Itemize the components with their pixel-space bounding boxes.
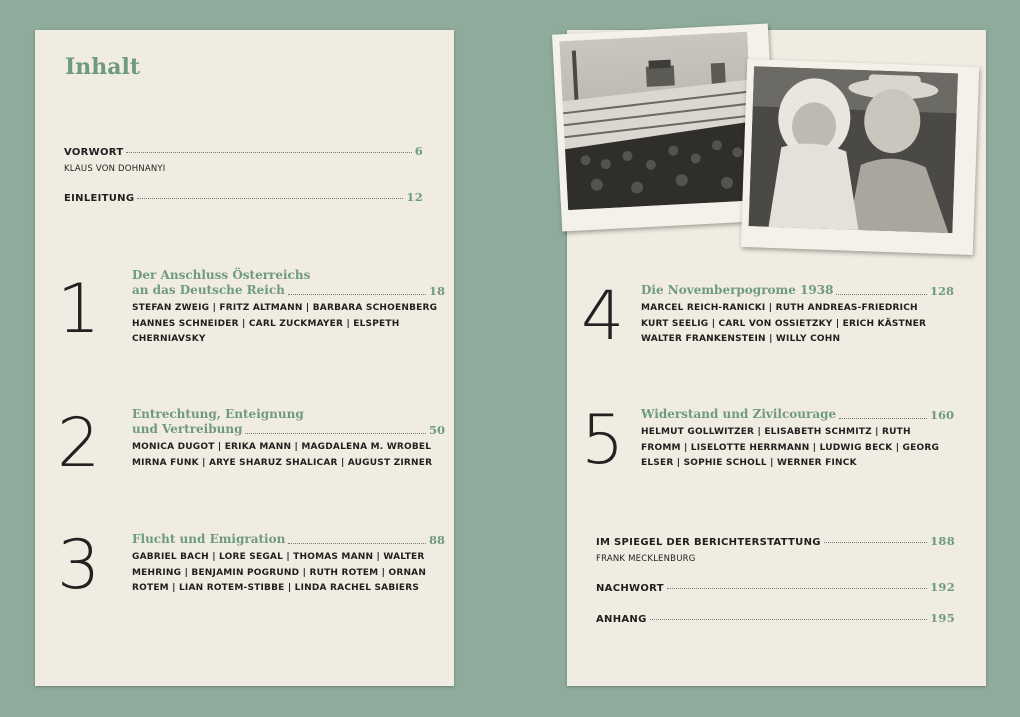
entry-author: FRANK MECKLENBURG bbox=[596, 554, 696, 564]
contributors-line: HELMUT GOLLWITZER | ELISABETH SCHMITZ | RUTH bbox=[641, 427, 911, 437]
contributors-line: CHERNIAVSKY bbox=[132, 334, 206, 344]
photo-mother-child bbox=[741, 59, 979, 255]
page-number: 128 bbox=[929, 284, 954, 298]
page-title: Inhalt bbox=[65, 54, 141, 80]
contributors-line: KURT SEELIG | CARL VON OSSIETZKY | ERICH KÄSTNER bbox=[641, 318, 927, 329]
chapter-title-line1: Entrechtung, Enteignung bbox=[132, 407, 304, 421]
page-number: 188 bbox=[930, 534, 955, 548]
contributors bbox=[132, 301, 445, 348]
contributors-line: MIRNA FUNK | ARYE SHARUZ SHALICAR | AUGUST ZIRNER bbox=[132, 457, 433, 468]
contributors-line: ELSER | SOPHIE SCHOLL | WERNER FINCK bbox=[641, 458, 857, 468]
mother-child-photo-image bbox=[749, 66, 958, 233]
contributors bbox=[641, 301, 954, 348]
entry-label: NACHWORT bbox=[596, 583, 664, 594]
dot-leader bbox=[667, 588, 927, 589]
entry-label: VORWORT bbox=[64, 147, 124, 158]
toc-entry-einleitung[interactable] bbox=[64, 190, 423, 204]
contributors bbox=[641, 425, 954, 472]
dot-leader bbox=[245, 433, 426, 434]
left-page bbox=[35, 30, 454, 686]
chapter-title-line2: an das Deutsche Reich bbox=[132, 283, 285, 297]
page-number: 88 bbox=[428, 533, 445, 547]
toc-entry-berichterstattung[interactable] bbox=[596, 534, 955, 564]
chapter-number: 1 bbox=[57, 270, 101, 349]
page-number: 192 bbox=[930, 580, 955, 594]
contributors-line: FROMM | LISELOTTE HERRMANN | LUDWIG BECK | GEORG bbox=[641, 442, 940, 453]
contributors-line: HANNES SCHNEIDER | CARL ZUCKMAYER | ELSPETH bbox=[132, 318, 400, 329]
chapter-number: 3 bbox=[57, 526, 101, 605]
toc-entry-anhang[interactable] bbox=[596, 611, 955, 625]
dot-leader bbox=[836, 294, 927, 295]
chapter-title: Widerstand und Zivilcourage bbox=[641, 407, 837, 421]
chapter-number: 4 bbox=[581, 277, 625, 356]
toc-entry-nachwort[interactable] bbox=[596, 580, 955, 594]
page-number: 50 bbox=[428, 423, 445, 437]
dot-leader bbox=[650, 619, 927, 620]
contributors-line: MONICA DUGOT | ERIKA MANN | MAGDALENA M. WROBEL bbox=[132, 442, 432, 452]
dot-leader bbox=[137, 198, 403, 199]
contributors bbox=[132, 550, 445, 597]
chapter-number: 5 bbox=[581, 401, 625, 480]
entry-label: IM SPIEGEL DER BERICHTERSTATTUNG bbox=[596, 537, 821, 548]
contributors-line: WALTER FRANKENSTEIN | WILLY COHN bbox=[641, 334, 841, 344]
contributors bbox=[132, 440, 445, 471]
toc-entry-vorwort[interactable] bbox=[64, 144, 423, 174]
dot-leader bbox=[839, 418, 927, 419]
entry-label: ANHANG bbox=[596, 614, 647, 625]
dot-leader bbox=[824, 542, 927, 543]
page-number: 195 bbox=[930, 611, 955, 625]
chapter-title-line2: und Vertreibung bbox=[132, 422, 243, 436]
chapter-title: Flucht und Emigration bbox=[132, 532, 286, 546]
page-number: 12 bbox=[406, 190, 423, 204]
ship-photo-image bbox=[559, 32, 756, 211]
contributors-line: GABRIEL BACH | LORE SEGAL | THOMAS MANN | WALTER bbox=[132, 552, 425, 562]
page-number: 6 bbox=[414, 144, 423, 158]
chapter-number: 2 bbox=[57, 404, 101, 483]
page-number: 160 bbox=[929, 408, 954, 422]
dot-leader bbox=[126, 152, 411, 153]
chapter-title-line1: Der Anschluss Österreichs bbox=[132, 268, 311, 282]
contributors-line: MARCEL REICH-RANICKI | RUTH ANDREAS-FRIEDRICH bbox=[641, 303, 918, 313]
dot-leader bbox=[288, 543, 426, 544]
contributors-line: STEFAN ZWEIG | FRITZ ALTMANN | BARBARA SCHOENBERG bbox=[132, 303, 438, 313]
entry-label: EINLEITUNG bbox=[64, 193, 135, 204]
entry-author: KLAUS VON DOHNANYI bbox=[64, 164, 166, 174]
contributors-line: ROTEM | LIAN ROTEM-STIBBE | LINDA RACHEL SABIERS bbox=[132, 583, 420, 593]
contributors-line: MEHRING | BENJAMIN POGRUND | RUTH ROTEM | ORNAN bbox=[132, 567, 427, 578]
dot-leader bbox=[288, 294, 426, 295]
chapter-title: Die Novemberpogrome 1938 bbox=[641, 283, 834, 297]
page-number: 18 bbox=[428, 284, 445, 298]
